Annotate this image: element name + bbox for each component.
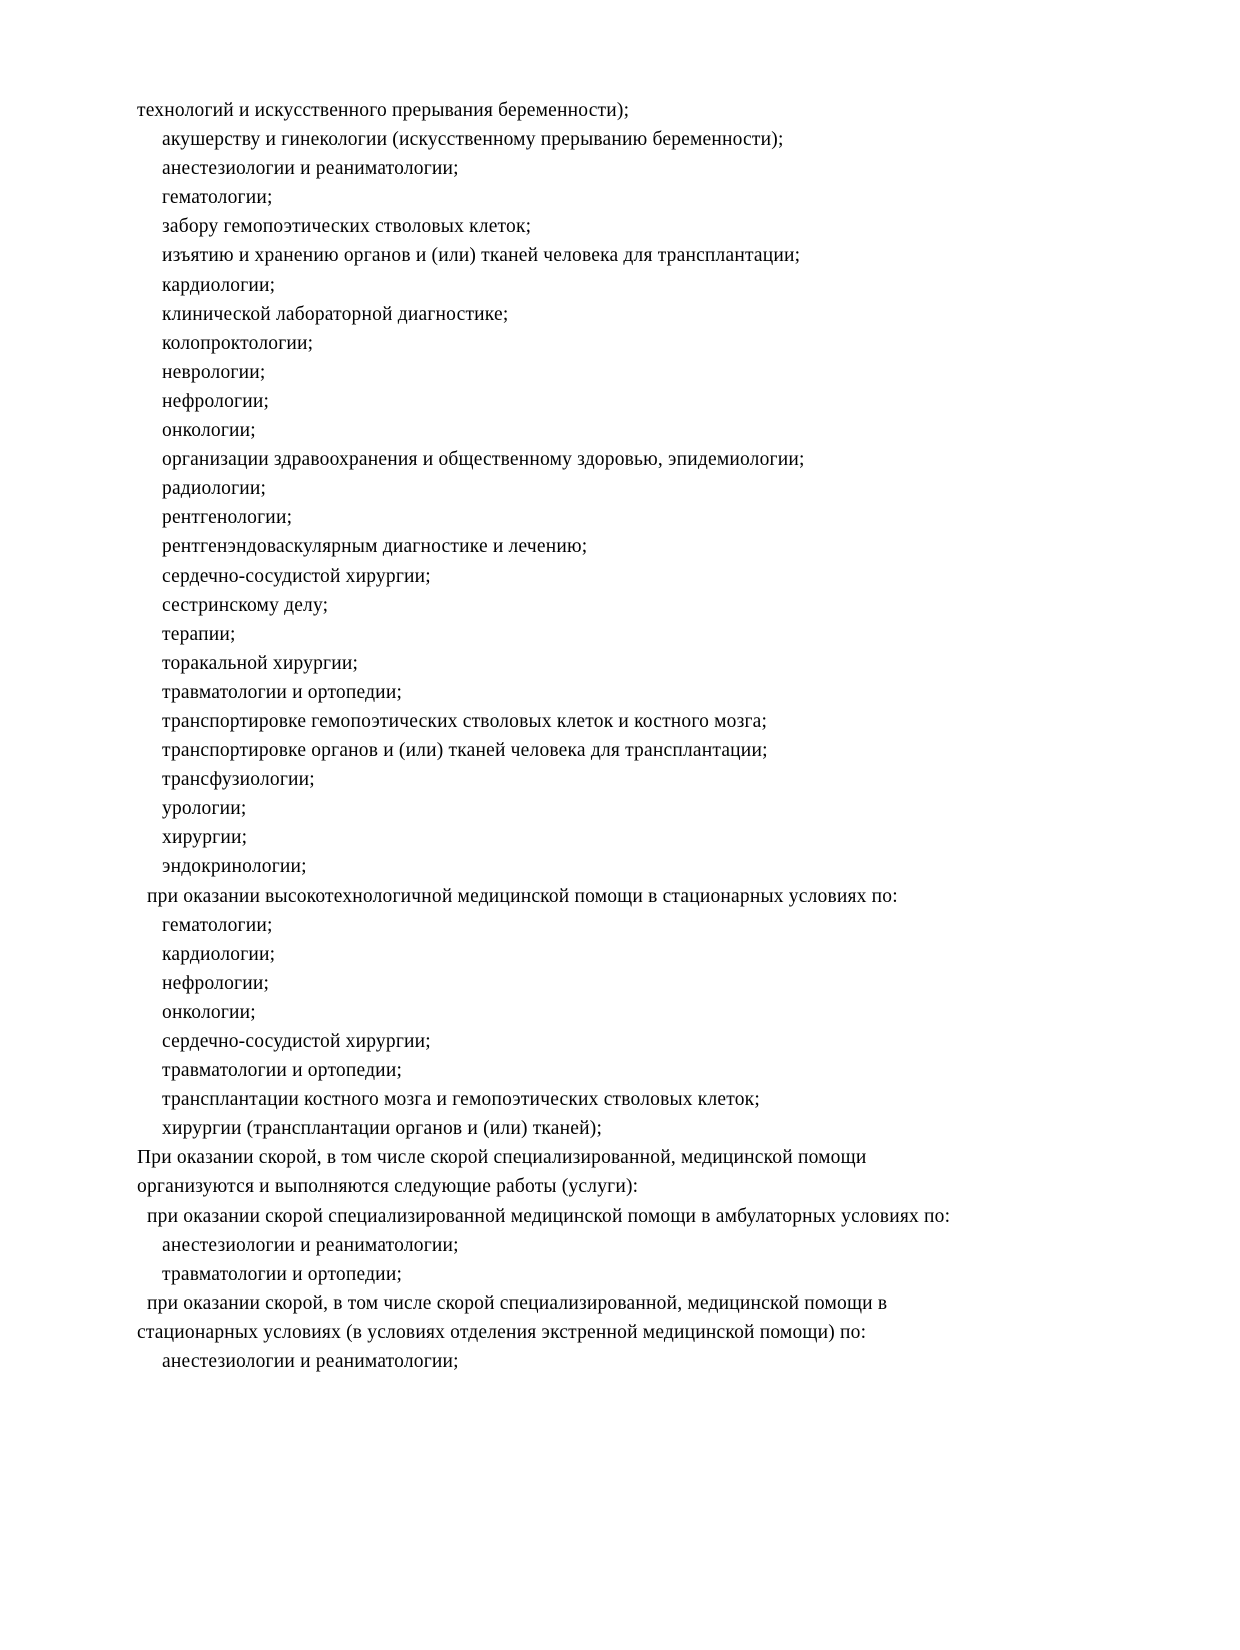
document-line: хирургии;	[162, 827, 248, 849]
document-line: при оказании скорой специализированной медицинской помощи в амбулаторных условиях по:	[147, 1205, 951, 1227]
document-line: гематологии;	[162, 914, 273, 936]
document-line: изъятию и хранению органов и (или) тканей человека для трансплантации;	[162, 245, 801, 267]
document-line: сердечно-сосудистой хирургии;	[162, 1031, 431, 1052]
document-line: кардиологии;	[162, 274, 276, 296]
document-line: терапии;	[162, 623, 236, 645]
document-line: транспортировке органов и (или) тканей человека для трансплантации;	[162, 740, 768, 762]
document-line: анестезиологии и реаниматологии;	[162, 1234, 459, 1256]
document-line: нефрологии;	[162, 390, 270, 412]
document-line: акушерству и гинекологии (искусственному прерыванию беременности);	[162, 129, 784, 151]
document-line: колопроктологии;	[162, 332, 314, 354]
document-line: урологии;	[162, 798, 247, 820]
document-line: технологий и искусственного прерывания беременности);	[137, 100, 630, 121]
document-line: кардиологии;	[162, 943, 276, 965]
document-line: онкологии;	[162, 1001, 256, 1023]
document-line: сестринскому делу;	[162, 594, 329, 616]
document-line: трансфузиологии;	[162, 769, 315, 791]
document-line: травматологии и ортопедии;	[162, 1263, 403, 1285]
document-line: организуются и выполняются следующие работы (услуги):	[137, 1176, 639, 1198]
document-line: забору гемопоэтических стволовых клеток;	[162, 216, 532, 238]
document-line: организации здравоохранения и общественному здоровью, эпидемиологии;	[162, 449, 805, 471]
document-line: радиологии;	[162, 478, 267, 500]
document-line: стационарных условиях (в условиях отделения экстренной медицинской помощи) по:	[137, 1321, 867, 1343]
document-line: травматологии и ортопедии;	[162, 1060, 403, 1082]
document-line: транспортировке гемопоэтических стволовых клеток и костного мозга;	[162, 710, 768, 732]
document-line: рентгенологии;	[162, 507, 293, 529]
document-text-body	[137, 96, 1137, 1376]
document-line: торакальной хирургии;	[162, 652, 359, 674]
document-line: При оказании скорой, в том числе скорой специализированной, медицинской помощи	[137, 1147, 867, 1169]
document-line: клинической лабораторной диагностике;	[162, 303, 509, 325]
document-line: анестезиологии и реаниматологии;	[162, 1351, 459, 1373]
document-line: гематологии;	[162, 187, 273, 209]
document-line: онкологии;	[162, 420, 256, 442]
document-line: травматологии и ортопедии;	[162, 681, 403, 703]
document-line: при оказании скорой, в том числе скорой специализированной, медицинской помощи в	[147, 1292, 888, 1314]
document-line: нефрологии;	[162, 972, 270, 994]
document-line: при оказании высокотехнологичной медицинской помощи в стационарных условиях по:	[147, 885, 898, 907]
document-line: трансплантации костного мозга и гемопоэтических стволовых клеток;	[162, 1089, 760, 1111]
document-line: хирургии (трансплантации органов и (или) тканей);	[162, 1118, 603, 1140]
document-line: неврологии;	[162, 361, 266, 383]
document-line: сердечно-сосудистой хирургии;	[162, 565, 431, 587]
document-line: эндокринологии;	[162, 856, 307, 878]
document-line: рентгенэндоваскулярным диагностике и лечению;	[162, 536, 588, 558]
document-line: анестезиологии и реаниматологии;	[162, 158, 459, 180]
